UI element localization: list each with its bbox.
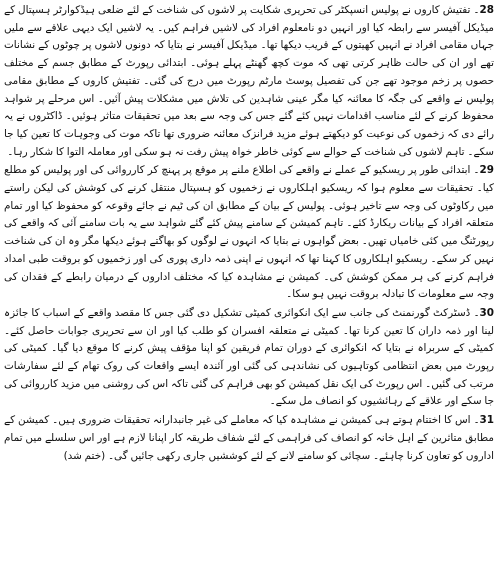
paragraph-29 <box>4 162 494 304</box>
paragraph-text: ۔ ابتدائی طور پر ریسکیو کے عملے نے واقعے کی اطلاع ملنے پر موقع پر پہنچ کر کارروائی کی اور پولیس کو مطلع کیا۔ تحقیقات سے معلوم ہوا کہ ریسکیو اہلکاروں نے زخمیوں کو ہسپتال منتقل کرنے کی کوشش کی لیکن راستے میں رکاوٹوں کی وجہ سے تاخیر ہوئی۔ پولیس کے بیان کے مطابق ان کی ٹیم نے جائے وقوعہ کو محفوظ کیا اور تمام متعلقہ افراد کے بیانات ریکارڈ کئے۔ تاہم کمیشن کے سامنے پیش کئے گئے شواہد سے یہ بات سامنے آئی کہ واقعے کی رپورٹنگ میں کئی خامیاں تھیں۔ بعض گواہوں نے بتایا کہ انہوں نے لوگوں کو بھاگتے ہوئے دیکھا مگر وہ ان کی شناخت نہیں کر سکے۔ ریسکیو اہلکاروں کا کہنا تھا کہ انہوں نے اپنی ذمہ داری پوری کی اور زخمیوں کو بروقت طبی امداد فراہم کرنے کی ہر ممکن کوشش کی۔ کمیشن نے مشاہدہ کیا کہ مختلف اداروں کے درمیان رابطے کے فقدان کی وجہ سے معلومات کا تبادلہ بروقت نہیں ہو سکا۔ <box>4 164 494 301</box>
paragraph-28 <box>4 2 494 161</box>
paragraph-number: 31 <box>479 414 494 427</box>
paragraph-30 <box>4 305 494 411</box>
paragraph-text: ۔ ڈسٹرکٹ گورنمنٹ کی جانب سے ایک انکوائری کمیٹی تشکیل دی گئی جس کا مقصد واقعے کے اسباب کا جائزہ لینا اور ذمہ داران کا تعین کرنا تھا۔ کمیٹی نے متعلقہ افسران کو طلب کیا اور ان سے تحریری جوابات حاصل کئے۔ کمیٹی کے سربراہ نے بتایا کہ انکوائری کے دوران تمام فریقین کو اپنا مؤقف پیش کرنے کا موقع دیا گیا۔ کمیٹی کی رپورٹ میں بعض انتظامی کوتاہیوں کی نشاندہی کی گئی اور آئندہ ایسے واقعات کی روک تھام کے لئے سفارشات مرتب کی گئیں۔ اس رپورٹ کی ایک نقل کمیشن کو بھی فراہم کی گئی تاکہ اس کی روشنی میں مزید کارروائی کی جا سکے اور علاقے کے رہائشیوں کو انصاف مل سکے۔ <box>4 306 494 408</box>
paragraph-31 <box>4 412 494 465</box>
paragraph-number: 29 <box>479 164 494 177</box>
paragraph-text: ۔ اس کا اختتام ہوتے ہی کمیشن نے مشاہدہ کیا کہ معاملے کی غیر جانبدارانہ تحقیقات ضروری ہیں۔ کمیشن کے مطابق متاثرین کے اہل خانہ کو انصاف کی فراہمی کے لئے شفاف طریقہ کار اپنانا لازم ہے اور اس سلسلے میں تمام اداروں کو تعاون کرنا چاہئے۔ سچائی کو سامنے لانے کے لئے کوششیں جاری رکھی جائیں گی۔ (ختم شد) <box>4 414 494 462</box>
paragraph-text: ۔ تفتیش کاروں نے پولیس انسپکٹر کی تحریری شکایت پر لاشوں کی شناخت کے لئے ضلعی ہیڈکوارٹر ہسپتال کے میڈیکل آفیسر سے رابطہ کیا اور انہیں دو نامعلوم افراد کی لاشیں فراہم کیں۔ یہ لاشیں ایک دیہی علاقے سے ملیں جہاں مقامی افراد نے انہیں کھیتوں کے قریب دیکھا تھا۔ میڈیکل آفیسر نے بتایا کہ دونوں لاشوں پر چوٹوں کے نشانات تھے اور ان کی حالت ظاہر کرتی تھی کہ موت کچھ گھنٹے پہلے ہوئی۔ ابتدائی رپورٹ کے مطابق جسم کے مختلف حصوں پر زخم موجود تھے جن کی تفصیل پوسٹ مارٹم رپورٹ میں درج کی گئی۔ تفتیش کاروں کے مطابق مقامی پولیس نے واقعے کی جگہ کا معائنہ کیا مگر عینی شاہدین کی تلاش میں مشکلات پیش آئیں۔ اس مرحلے پر شواہد محفوظ کرنے کے لئے مناسب اقدامات نہیں کئے گئے جس کی وجہ سے بعد میں تحقیقات متاثر ہوئیں۔ ڈاکٹروں نے یہ رائے دی کہ زخموں کی نوعیت کو دیکھتے ہوئے مزید فرانزک معائنہ ضروری تھا تاکہ موت کی وجوہات کا تعین کیا جا سکے۔ تاہم لاشوں کی شناخت کے حوالے سے کوئی خاطر خواہ پیش رفت نہ ہو سکی اور معاملہ التوا کا شکار رہا۔ <box>4 4 494 158</box>
paragraph-number: 30 <box>479 306 494 319</box>
paragraph-number: 28 <box>479 4 494 16</box>
